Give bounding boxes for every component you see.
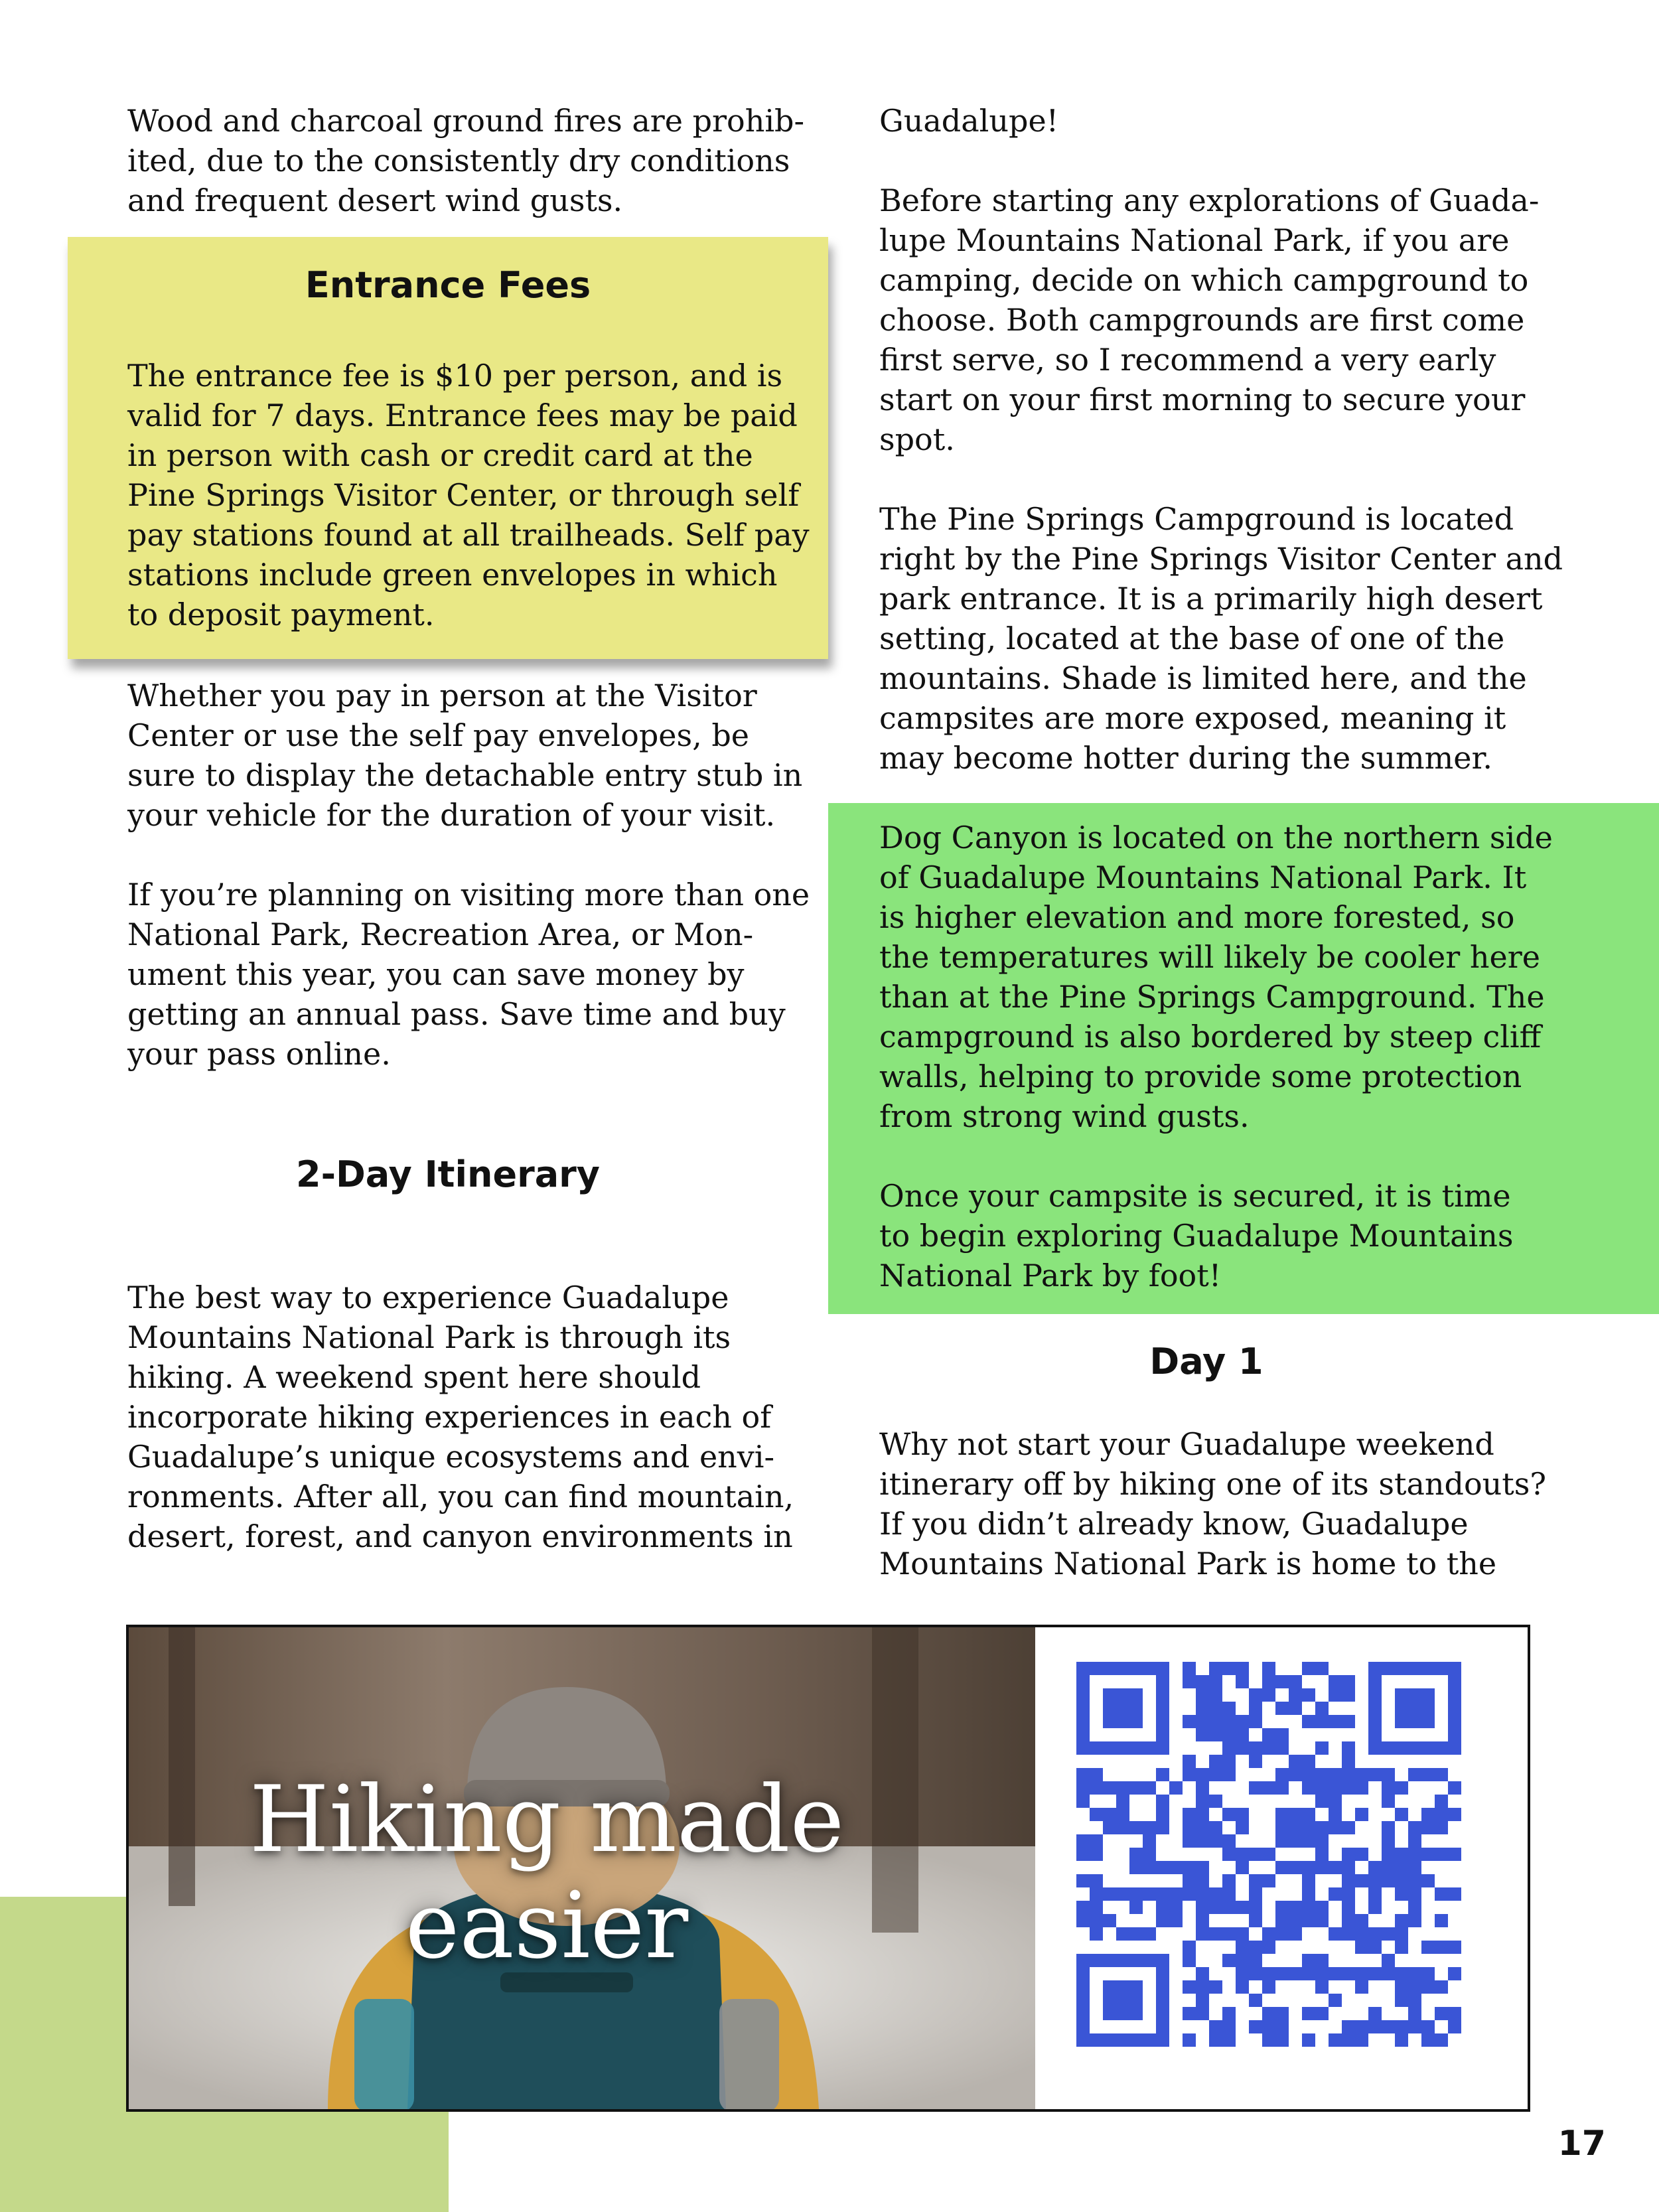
continuation-text: Guadalupe! xyxy=(879,103,1059,139)
campground-intro-paragraph: Before starting any explorations of Guada- lupe Mountains National Park, if you are camping, decide on which campground to choose. Both campgrounds are first come first serve, so I recommend a very early start on your first morning to secure your spot. xyxy=(879,183,1540,457)
ad-headline: Hiking made easier xyxy=(249,1766,845,1979)
entrance-fees-text: The entrance fee is $10 per person, and is valid for 7 days. Entrance fees may be paid in person with cash or credit card at the Pine Springs Visitor Center, or through self pay stations found at all trailheads. Self pay stations include green envelopes in which to deposit payment. xyxy=(127,358,810,632)
annual-pass-paragraph: If you’re planning on visiting more than one National Park, Recreation Area, or Mon- ument this year, you can save money by getting an annual pass. Save time and buy your pass online. xyxy=(127,877,810,1072)
itinerary-heading: 2-Day Itinerary xyxy=(296,1153,600,1195)
day1-paragraph: Why not start your Guadalupe weekend itinerary off by hiking one of its standouts? If you didn’t already know, Guadalupe Mountains National Park is home to the xyxy=(879,1426,1547,1582)
pine-springs-paragraph: The Pine Springs Campground is located right by the Pine Springs Visitor Center and park entrance. It is a primarily high desert setting, located at the base of one of the mountains. Shade is limited here, and the campsites are more exposed, meaning it may become hotter during the summer. xyxy=(879,501,1563,776)
qr-code-icon xyxy=(1035,1627,1528,2109)
qr-code[interactable] xyxy=(1035,1627,1528,2109)
entry-stub-paragraph: Whether you pay in person at the Visitor Center or use the self pay envelopes, be sure to display the detachable entry stub in your vehicle for the duration of your visit. xyxy=(127,678,803,833)
hiking-ad-banner[interactable] xyxy=(126,1625,1530,2112)
itinerary-paragraph: The best way to experience Guadalupe Mountains National Park is through its hiking. A weekend spent here should incorporate hiking experiences in each of Guadalupe’s unique ecosystems and envi- ronments. After all, you can find mountain, desert, forest, and canyon environments in xyxy=(127,1280,794,1554)
entrance-fees-heading: Entrance Fees xyxy=(305,264,591,306)
hiker-photo xyxy=(129,1627,1035,2109)
dog-canyon-paragraph: Dog Canyon is located on the northern side of Guadalupe Mountains National Park. It is higher elevation and more forested, so the temperatures will likely be cooler here than at the Pine Springs Campground. The campground is also bordered by steep cliff walls, helping to provide some protection from strong wind gusts. xyxy=(879,820,1553,1134)
campsite-secured-paragraph: Once your campsite is secured, it is time to begin exploring Guadalupe Mountains National Park by foot! xyxy=(879,1178,1514,1293)
intro-paragraph: Wood and charcoal ground fires are prohib- ited, due to the consistently dry conditions and frequent desert wind gusts. xyxy=(127,103,805,218)
day1-heading: Day 1 xyxy=(1149,1341,1263,1382)
page-number: 17 xyxy=(1557,2124,1606,2164)
